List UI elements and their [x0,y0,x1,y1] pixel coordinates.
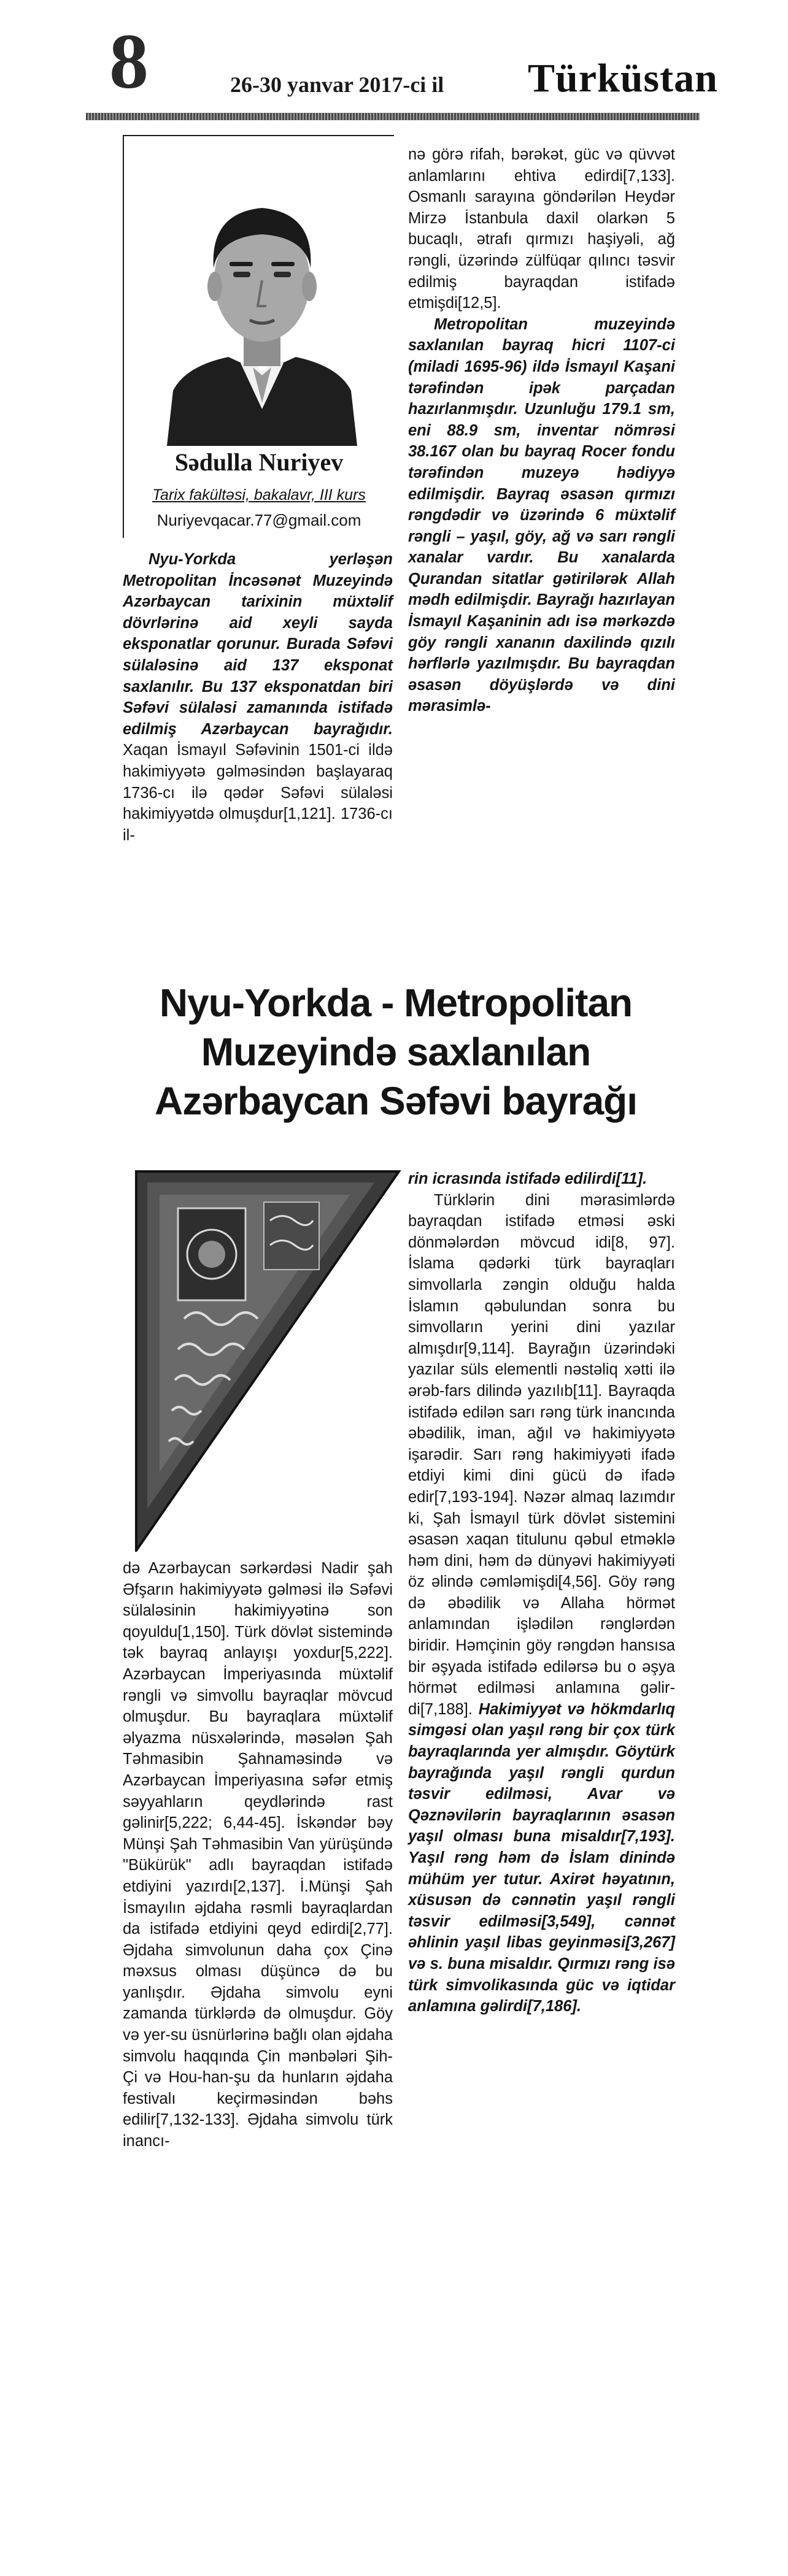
paragraph-flag-description: Metropolitan muzeyində saxlanılan bayraq hicri 1107-ci (miladi 1695-96) ildə İsmayıl Kaşani tərəfindən ipək parçadan hazırlanmışdır. Uzunluğu 179.1 sm, eni 88.9 sm, inventar nömrəsi 38.167 olan bu bayraq Rocer fondu tərəfindən muzeyə hədiyyə edilmişdir. Bayraq əsasən qırmızı rəngdədir və üzərində 6 müxtəlif rəngli – yaşıl, göy, ağ və sarı rəngli xanalar vardır. Bu xanalarda Qurandan sitatlar gətirilərək Allah mədh edilmişdir. Bayrağı hazırlayan İsmayıl Kaşaninin adı isə mərkəzdə göy rəngli xananın daxilində qızılı hərflərlə yazılmışdır. Bu bayraqdan əsasən döyüşlərdə və dini mərasimlə- [408,315,675,715]
author-box [123,135,394,538]
article-column-bottom-right [408,1168,675,2017]
intro-lead: Nyu-Yorkda yerləşən Metropolitan İncəsənət Muzeyində Azərbaycan tarixinin müxtəlif dövrlərinə aid xeyli sayda eksponatlar qorunur. Burada Səfəvi sülaləsinə aid 137 eksponat saxlanılır. Bu 137 eksponatdan biri Səfəvi sülaləsi zamanında istifadə edilmiş Azərbaycan bayrağıdır. [123,551,393,738]
header-divider [86,113,700,120]
article-intro [123,549,393,846]
paragraph: nə görə rifah, bərəkət, güc və qüvvət anlamlarını ehtiva edirdi[7,133]. Osmanlı sarayına göndərilən Heydər Mirzə İstanbula daxil olarkən 5 bucaqlı, ətrafı qırmızı haşiyəli, ağ rəngli, üzərində zülfüqar qılıncı təsvir edilmiş bayraqdan istifadə etmişdi[12,5]. [408,146,675,312]
intro-paragraph [123,549,393,846]
article-headline [86,978,706,1125]
paragraph [408,1190,675,2017]
newspaper-masthead: Türküstan [528,56,718,101]
issue-date: 26-30 yanvar 2017-ci il [230,72,444,97]
article-column-top-right [408,144,675,717]
headline-line: Muzeyində saxlanılan [201,1030,591,1074]
paragraph-emphasis: Hakimiyyət və hökmdarlıq simgəsi olan yaşıl rəng bir çox türk bayraqlarında yer almışdır. Göytürk bayrağında yaşıl rəngli qurdun təsvir edilməsi, Avar və Qəznəvilərin bayraqlarının əsasən yaşıl olması buna misaldır[7,193]. Yaşıl rəng həm də İslam dinində mühüm yer tutur. Axirət həyatının, xüsusən də cənnətin yaşıl rəngli təsvir edilməsi[3,549], cənnət əhlinin yaşıl libas geyinməsi[3,267] və s. buna misaldır. Qırmızı rəng isə türk simvolikasında güc və iqtidar anlamına gəlirdi[7,186]. [408,1700,675,2015]
paragraph: rin icrasında istifadə edilirdi[11]. [408,1170,647,1187]
author-portrait [161,151,363,446]
article-column-bottom-left [123,1558,393,2152]
paragraph: də Azərbaycan sərkərdəsi Nadir şah Əfşarın hakimiyyətə gəlməsi ilə Səfəvi sülaləsinin hakimiyyətinə son qoyuldu[1,150]. Türk dövlət sistemində tək bayraq anlayışı yoxdur[5,222]. Azərbaycan İmperiyasında müxtəlif rəngli və simvollu bayraqlar mövcud olmuşdur. Bu bayraqlara müxtəlif əlyazma nüsxələrində, məsələn Şah Təhmasibin Şahnaməsində və Azərbaycan İmperiyasına səfər etmiş səyyahların qeydlərində rast gəlinir[5,222; 6,44-45]. İskəndər bəy Münşi Şah Təhmasibin Van yürüşündə "Bükürük" adlı bayraqdan istifadə etdiyini yazırdı[2,137]. İ.Münşi Şah İsmayılın əjdaha rəsmli bayraqlardan da istifadə etdiyini qeyd edirdi[2,77]. Əjdaha simvolunun daha çox Çinə məxsus olması düşüncə də bu yanlışdır. Əjdaha simvolu eyni zamanda türklərdə də olmuşdur. Göy və yer-su üsnürlərinə bağlı olan əjdaha simvolu haqqında Çin mənbələri Şih-Çi və Hou-han-şu da hunların əjdaha festivalı keçirməsindən bəhs edilir[7,132-133]. Əjdaha simvolu türk inancı- [123,1560,393,2150]
safavid-flag-photo [123,1165,411,1552]
intro-body: Xaqan İsmayıl Səfəvinin 1501-ci ildə hakimiyyətə gəlməsindən başlayaraq 1736-cı ilə qədər Səfəvi sülaləsi hakimiyyətdə olmuşdur[1,121]. 1736-cı il- [123,742,393,844]
page-number: 8 [109,18,149,105]
author-name: Sədulla Nuriyev [174,448,344,476]
headline-line: Azərbaycan Səfəvi bayrağı [154,1079,638,1123]
headline-line: Nyu-Yorkda - Metropolitan [159,981,633,1025]
paragraph-body: Türklərin dini mərasimlərdə bayraqdan istifadə etməsi əski dönmələrdən mövcud idi[8, 97]. İslama qədərki türk bayraqları simvollarla zəngin olduğu halda İslamın qəbulundan sonra bu simvolların yerini dini yazılar almışdır[9,114]. Bayrağın üzərindəki yazılar süls elementli nəstəliq xətti ilə ərəb-fars dilində yazılıb[11]. Bayraqda istifadə edilən sarı rəng türk inancında əbədilik, iman, ağıl və hakimiyyətə işarədir. Sarı rəng hakimiyyəti ifadə etdiyi kimi dini gücü də ifadə edir[7,193-194]. Nəzər almaq lazımdır ki, Şah İsmayıl türk dövlət sistemini əsasən xaqan titulunu qəbul etməklə həm dini, həm də dünyəvi hakimiyyəti öz əlində cəmləmişdi[4,56]. Göy rəng də əbədilik və Allaha hörmət anlamından işlədilən rənglərdən biridir. Həmçinin göy rəngdən hansısa bir əşyada istifadə edilərsə bu o əşya hörmət edilməsi anlamına gəlir-di[7,188]. [408,1191,675,1718]
author-affiliation: Tarix fakültəsi, bakalavr, III kurs [152,486,366,504]
author-email[interactable]: Nuriyevqacar.77@gmail.com [156,511,361,529]
